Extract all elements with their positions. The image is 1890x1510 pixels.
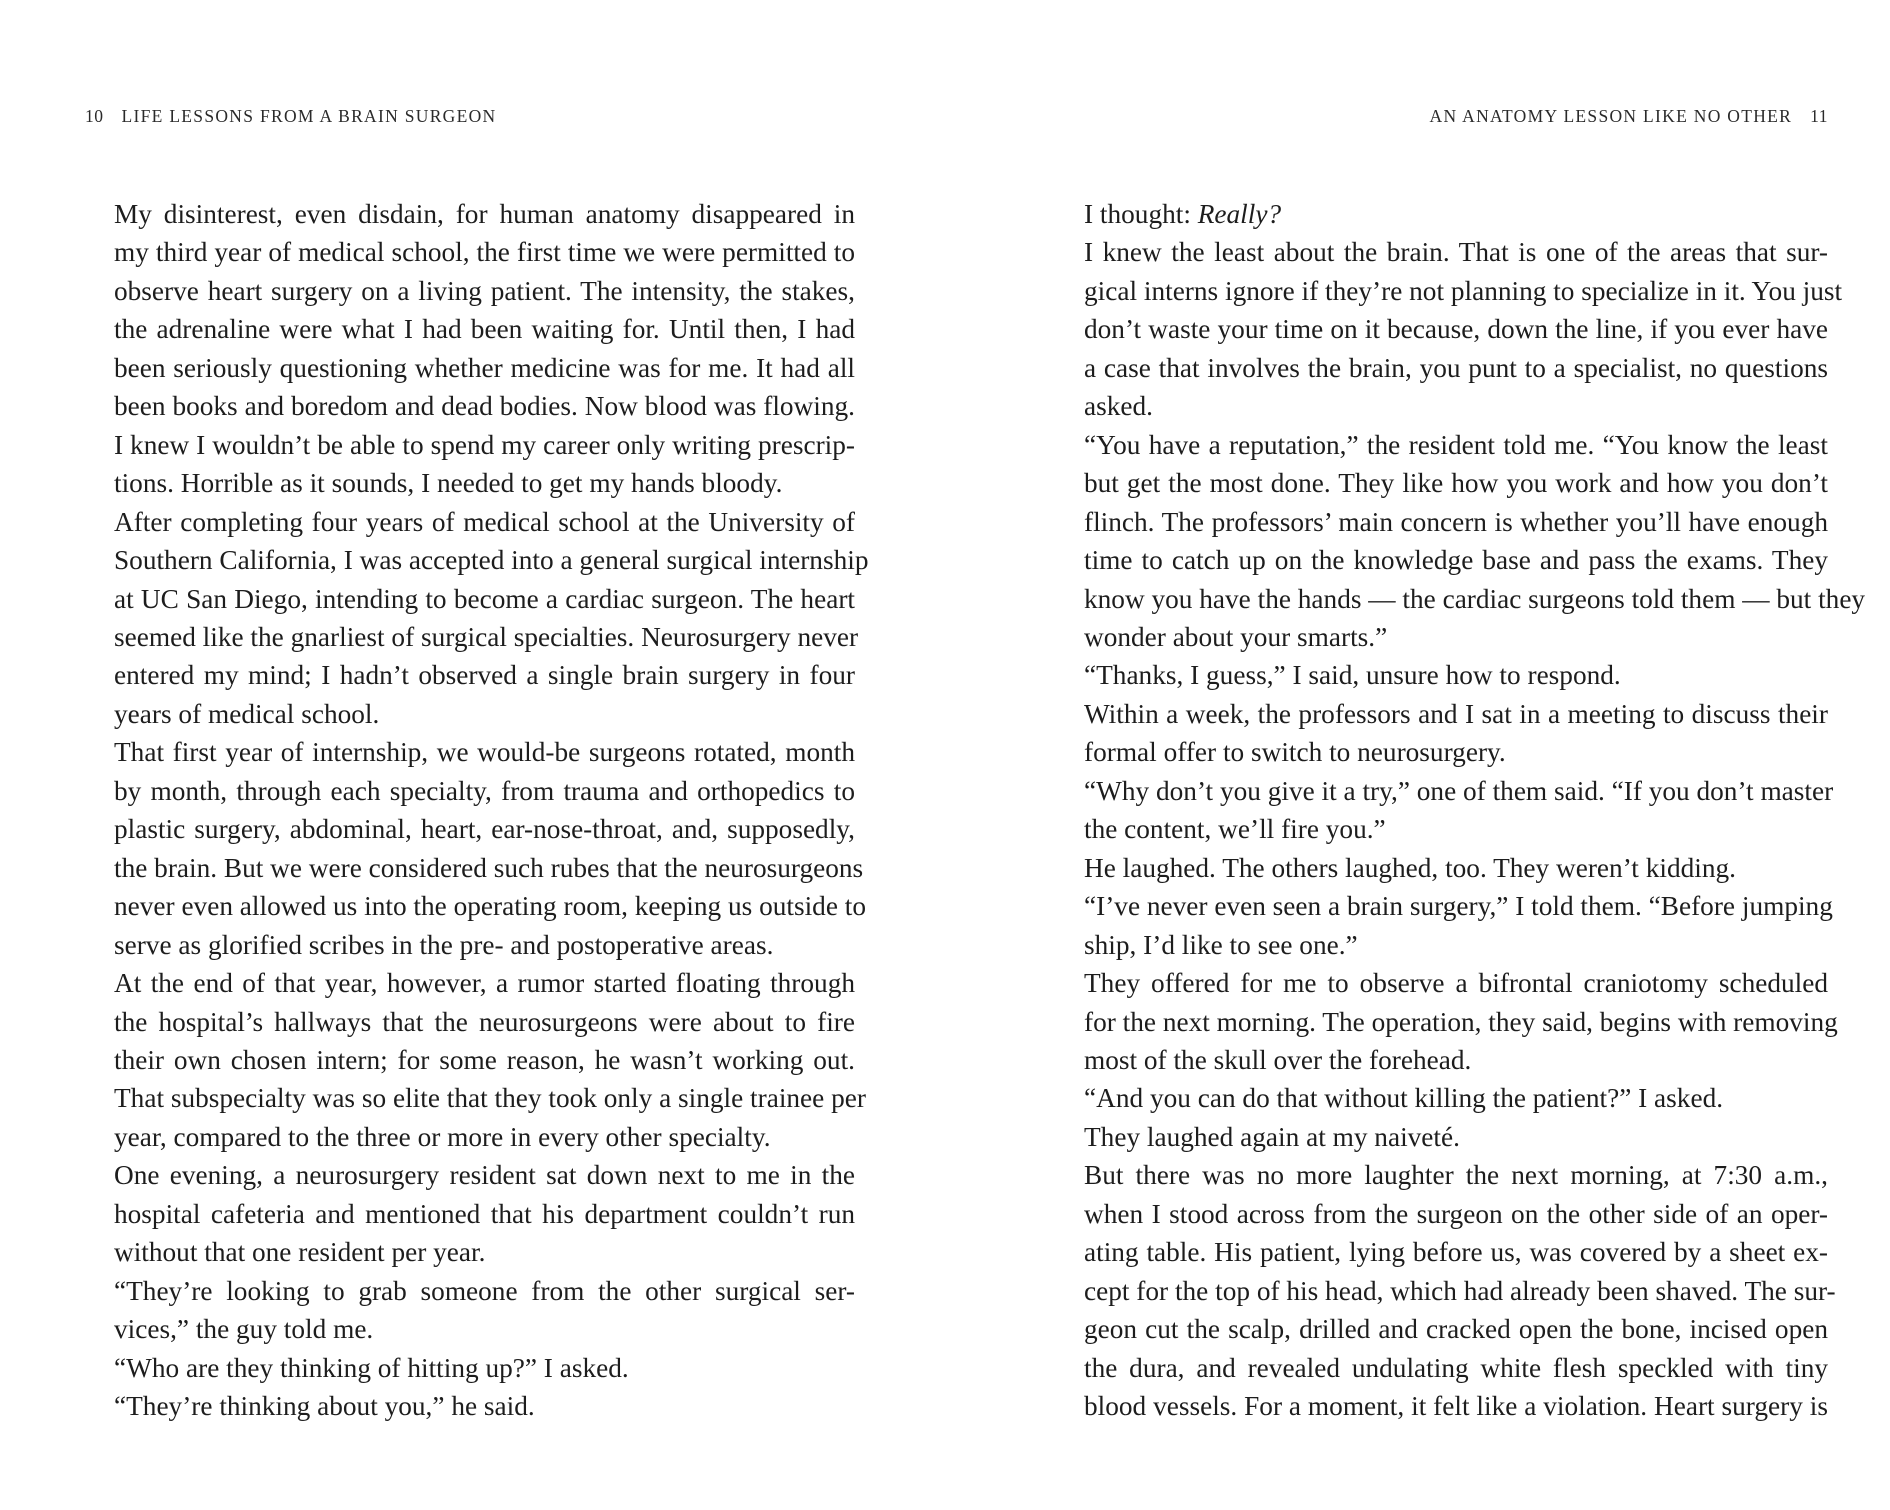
paragraph — [1055, 1079, 1828, 1117]
text-line: the dura, and revealed undulating white flesh speckled with tiny — [1084, 1352, 1828, 1383]
text-line: their own chosen intern; for some reason, he wasn’t working out. — [114, 1044, 855, 1075]
paragraph — [1055, 772, 1834, 849]
paragraph — [1055, 1118, 1828, 1156]
text-line: cept for the top of his head, which had already been shaved. The sur- — [1084, 1275, 1836, 1306]
text-line: “Who are they thinking of hitting up?” I asked. — [114, 1352, 629, 1383]
text-line: Within a week, the professors and I sat in a meeting to discuss their — [1084, 698, 1828, 729]
text-line: hospital cafeteria and mentioned that his department couldn’t run — [114, 1198, 855, 1229]
text-line: the brain. But we were considered such rubes that the neurosurgeons — [114, 852, 864, 883]
paragraph — [1055, 964, 1838, 1079]
paragraph — [85, 1387, 855, 1425]
paragraph — [1055, 695, 1828, 772]
text-line: know you have the hands — the cardiac surgeons told them — but they — [1084, 583, 1866, 614]
text-line: the hospital’s hallways that the neurosurgeons were about to fire — [114, 1006, 855, 1037]
text-line: at UC San Diego, intending to become a cardiac surgeon. The heart — [114, 583, 855, 614]
text-line: been seriously questioning whether medicine was for me. It had all — [114, 352, 855, 383]
text-line: never even allowed us into the operating room, keeping us outside to — [114, 891, 866, 922]
text-line: I thought: Really? — [1084, 199, 1282, 229]
text-line: One evening, a neurosurgery resident sat down next to me in the — [114, 1160, 855, 1191]
right-running-head-title: AN ANATOMY LESSON LIKE NO OTHER — [1429, 106, 1793, 126]
paragraph — [1055, 887, 1833, 964]
paragraph — [85, 1156, 855, 1271]
text-line: They laughed again at my naiveté. — [1084, 1121, 1460, 1152]
text-line: tions. Horrible as it sounds, I needed to get my hands bloody. — [114, 468, 783, 499]
left-page-number: 10 — [85, 106, 104, 126]
paragraph — [85, 503, 869, 734]
paragraph — [85, 733, 866, 964]
left-page — [85, 0, 869, 1510]
text-line: by month, through each specialty, from trauma and orthopedics to — [114, 775, 855, 806]
text-line: “Why don’t you give it a try,” one of them said. “If you don’t master — [1084, 775, 1834, 806]
text-line: Southern California, I was accepted into a general surgical internship — [114, 545, 869, 576]
text-line: without that one resident per year. — [114, 1237, 486, 1268]
text-line: geon cut the scalp, drilled and cracked open the bone, incised open — [1084, 1314, 1828, 1345]
left-running-head — [85, 106, 496, 127]
left-running-head-title: LIFE LESSONS FROM A BRAIN SURGEON — [121, 106, 497, 126]
text-line: “Thanks, I guess,” I said, unsure how to respond. — [1084, 660, 1621, 691]
paragraph — [1055, 195, 1828, 233]
paragraph — [1055, 1156, 1836, 1425]
text-line: “They’re looking to grab someone from the other surgical ser- — [114, 1275, 855, 1306]
text-line: flinch. The professors’ main concern is whether you’ll have enough — [1084, 506, 1828, 537]
text-line: entered my mind; I hadn’t observed a single brain surgery in four — [114, 660, 855, 691]
text-line: wonder about your smarts.” — [1084, 621, 1388, 652]
text-line: observe heart surgery on a living patient. The intensity, the stakes, — [114, 275, 855, 306]
text-line: “And you can do that without killing the patient?” I asked. — [1084, 1083, 1724, 1114]
text-line: I knew I wouldn’t be able to spend my career only writing prescrip- — [114, 429, 855, 460]
text-line: gical interns ignore if they’re not planning to specialize in it. You just — [1084, 275, 1843, 306]
text-line: seemed like the gnarliest of surgical specialties. Neurosurgery never — [114, 621, 859, 652]
right-body-text — [1055, 195, 1866, 1426]
text-line: year, compared to the three or more in every other specialty. — [114, 1121, 771, 1152]
paragraph — [1055, 656, 1828, 694]
text-line: After completing four years of medical school at the University of — [114, 506, 855, 537]
text-line: the content, we’ll fire you.” — [1084, 814, 1386, 845]
text-line: formal offer to switch to neurosurgery. — [1084, 737, 1506, 768]
text-line: serve as glorified scribes in the pre- and postoperative areas. — [114, 929, 774, 960]
left-body-text — [85, 195, 869, 1426]
text-line: asked. — [1084, 391, 1153, 422]
emphasis-text: Really? — [1197, 199, 1282, 229]
text-line: the adrenaline were what I had been waiting for. Until then, I had — [114, 314, 855, 345]
paragraph — [85, 1349, 855, 1387]
right-page — [1055, 0, 1866, 1510]
text-line: “You have a reputation,” the resident told me. “You know the least — [1084, 429, 1828, 460]
text-line: I knew the least about the brain. That is one of the areas that sur- — [1084, 237, 1828, 268]
text-line: most of the skull over the forehead. — [1084, 1044, 1472, 1075]
text-line: My disinterest, even disdain, for human anatomy disappeared in — [114, 199, 855, 229]
paragraph — [1055, 233, 1843, 425]
text-line: ship, I’d like to see one.” — [1084, 929, 1358, 960]
text-line: But there was no more laughter the next morning, at 7:30 a.m., — [1084, 1160, 1828, 1191]
text-line: vices,” the guy told me. — [114, 1314, 374, 1345]
text-line: blood vessels. For a moment, it felt like a violation. Heart surgery is — [1084, 1391, 1828, 1422]
paragraph — [85, 964, 866, 1156]
text-line: a case that involves the brain, you punt to a specialist, no questions — [1084, 352, 1828, 383]
text-line: “They’re thinking about you,” he said. — [114, 1391, 535, 1422]
text-line: “I’ve never even seen a brain surgery,” I told them. “Before jumping — [1084, 891, 1833, 922]
text-line: They offered for me to observe a bifrontal craniotomy scheduled — [1084, 968, 1828, 999]
text-line: but get the most done. They like how you work and how you don’t — [1084, 468, 1828, 499]
paragraph — [85, 1272, 855, 1349]
text-line: He laughed. The others laughed, too. They weren’t kidding. — [1084, 852, 1736, 883]
text-line: my third year of medical school, the first time we were permitted to — [114, 237, 855, 268]
text-line: when I stood across from the surgeon on the other side of an oper- — [1084, 1198, 1828, 1229]
text-line: plastic surgery, abdominal, heart, ear-nose-throat, and, supposedly, — [114, 814, 855, 845]
text-line: That subspecialty was so elite that they took only a single trainee per — [114, 1083, 866, 1114]
text-line: ating table. His patient, lying before us, was covered by a sheet ex- — [1084, 1237, 1828, 1268]
text-line: don’t waste your time on it because, down the line, if you ever have — [1084, 314, 1828, 345]
text-line: for the next morning. The operation, they said, begins with removing — [1084, 1006, 1838, 1037]
paragraph — [1055, 426, 1866, 657]
paragraph — [85, 195, 855, 503]
right-page-number: 11 — [1810, 106, 1828, 126]
text-line: been books and boredom and dead bodies. Now blood was flowing. — [114, 391, 855, 422]
text-line: At the end of that year, however, a rumor started floating through — [114, 968, 855, 999]
paragraph — [1055, 849, 1828, 887]
right-running-head — [1430, 106, 1828, 127]
text-line: time to catch up on the knowledge base and pass the exams. They — [1084, 545, 1828, 576]
text-line: That first year of internship, we would-be surgeons rotated, month — [114, 737, 855, 768]
text-line: years of medical school. — [114, 698, 380, 729]
